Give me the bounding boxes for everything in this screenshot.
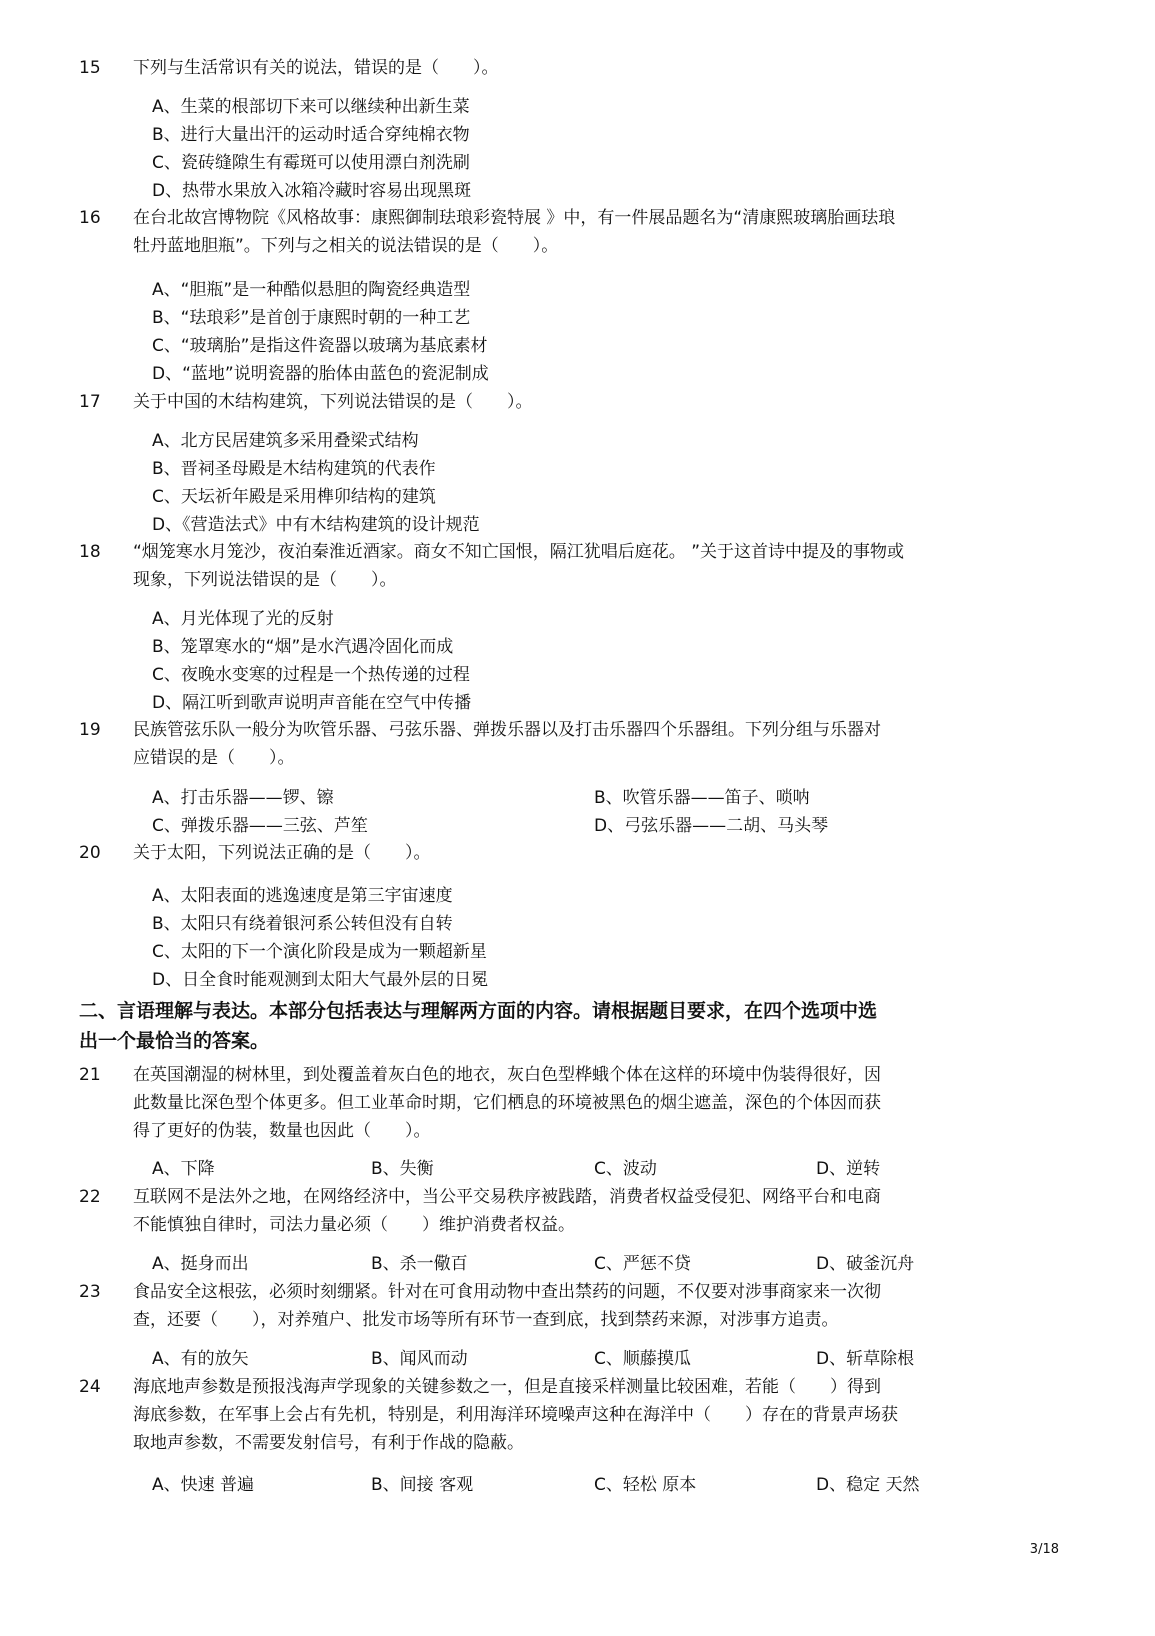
- option-a: A、北方民居建筑多采用叠梁式结构: [152, 431, 419, 451]
- question-number: 20: [79, 843, 101, 863]
- question-stem: “烟笼寒水月笼沙，夜泊秦淮近酒家。商女不知亡国恨，隔江犹唱后庭花。 ”关于这首诗中提及的事物或: [133, 542, 905, 562]
- option-b: B、晋祠圣母殿是木结构建筑的代表作: [152, 459, 436, 479]
- question-stem: 不能慎独自律时，司法力量必须（ ）维护消费者权益。: [133, 1215, 575, 1235]
- question-stem: 牡丹蓝地胆瓶”。下列与之相关的说法错误的是（ ）。: [133, 236, 559, 256]
- question-stem: 关于太阳，下列说法正确的是（ ）。: [133, 843, 431, 863]
- option-b: B、吹管乐器——笛子、唢呐: [594, 788, 810, 808]
- option-d: D、破釜沉舟: [816, 1254, 915, 1274]
- option-a: A、太阳表面的逃逸速度是第三宇宙速度: [152, 886, 453, 906]
- option-c: C、太阳的下一个演化阶段是成为一颗超新星: [152, 942, 487, 962]
- question-stem: 食品安全这根弦，必须时刻绷紧。针对在可食用动物中查出禁药的问题，不仅要对涉事商家来一次彻: [133, 1282, 881, 1302]
- question-number: 21: [79, 1065, 101, 1085]
- option-d: D、《营造法式》中有木结构建筑的设计规范: [152, 515, 480, 535]
- section-heading: 二、言语理解与表达。本部分包括表达与理解两方面的内容。请根据题目要求，在四个选项中选: [79, 1000, 878, 1022]
- option-b: B、间接 客观: [371, 1475, 474, 1495]
- page-number: 3/18: [1029, 1542, 1059, 1557]
- question-stem: 在台北故宫博物院《风格故事：康熙御制珐琅彩瓷特展 》中，有一件展品题名为“清康熙玻璃胎画珐琅: [133, 208, 896, 228]
- option-a: A、有的放矢: [152, 1349, 249, 1369]
- question-stem: 互联网不是法外之地，在网络经济中，当公平交易秩序被践踏，消费者权益受侵犯、网络平台和电商: [133, 1187, 881, 1207]
- question-stem: 此数量比深色型个体更多。但工业革命时期，它们栖息的环境被黑色的烟尘遮盖，深色的个体因而获: [133, 1093, 881, 1113]
- option-a: A、月光体现了光的反射: [152, 609, 334, 629]
- question-number: 18: [79, 542, 101, 562]
- option-b: B、失衡: [371, 1159, 434, 1179]
- option-c: C、严惩不贷: [594, 1254, 691, 1274]
- option-c: C、夜晚水变寒的过程是一个热传递的过程: [152, 665, 470, 685]
- question-stem: 取地声参数，不需要发射信号，有利于作战的隐蔽。: [133, 1433, 524, 1453]
- option-c: C、弹拨乐器——三弦、芦笙: [152, 816, 368, 836]
- option-d: D、逆转: [816, 1159, 881, 1179]
- option-a: A、打击乐器——锣、镲: [152, 788, 334, 808]
- question-stem: 查，还要（ ），对养殖户、批发市场等所有环节一查到底，找到禁药来源，对涉事方追责。: [133, 1310, 839, 1330]
- option-d: D、稳定 天然: [816, 1475, 920, 1495]
- question-stem: 得了更好的伪装，数量也因此（ ）。: [133, 1121, 431, 1141]
- question-number: 24: [79, 1377, 101, 1397]
- option-d: D、隔江听到歌声说明声音能在空气中传播: [152, 693, 472, 713]
- option-d: D、日全食时能观测到太阳大气最外层的日冕: [152, 970, 489, 990]
- option-a: A、“胆瓶”是一种酷似悬胆的陶瓷经典造型: [152, 280, 471, 300]
- option-b: B、笼罩寒水的“烟”是水汽遇冷固化而成: [152, 637, 454, 657]
- option-c: C、轻松 原本: [594, 1475, 697, 1495]
- option-c: C、天坛祈年殿是采用榫卯结构的建筑: [152, 487, 436, 507]
- question-number: 15: [79, 58, 101, 78]
- option-b: B、杀一儆百: [371, 1254, 468, 1274]
- option-a: A、下降: [152, 1159, 215, 1179]
- option-a: A、挺身而出: [152, 1254, 249, 1274]
- option-d: D、热带水果放入冰箱冷藏时容易出现黑斑: [152, 181, 472, 201]
- question-stem: 海底参数，在军事上会占有先机，特别是，利用海洋环境噪声这种在海洋中（ ）存在的背景声场获: [133, 1405, 898, 1425]
- option-b: B、闻风而动: [371, 1349, 468, 1369]
- question-stem: 关于中国的木结构建筑，下列说法错误的是（ ）。: [133, 392, 533, 412]
- option-c: C、顺藤摸瓜: [594, 1349, 691, 1369]
- question-stem: 现象，下列说法错误的是（ ）。: [133, 570, 397, 590]
- option-b: B、太阳只有绕着银河系公转但没有自转: [152, 914, 453, 934]
- option-c: C、“玻璃胎”是指这件瓷器以玻璃为基底素材: [152, 336, 488, 356]
- question-number: 22: [79, 1187, 101, 1207]
- section-heading: 出一个最恰当的答案。: [79, 1030, 270, 1052]
- option-b: B、“珐琅彩”是首创于康熙时朝的一种工艺: [152, 308, 471, 328]
- question-number: 17: [79, 392, 101, 412]
- question-number: 19: [79, 720, 101, 740]
- option-b: B、进行大量出汗的运动时适合穿纯棉衣物: [152, 125, 470, 145]
- question-stem: 应错误的是（ ）。: [133, 748, 295, 768]
- option-d: D、“蓝地”说明瓷器的胎体由蓝色的瓷泥制成: [152, 364, 489, 384]
- option-d: D、弓弦乐器——二胡、马头琴: [594, 816, 829, 836]
- option-a: A、生菜的根部切下来可以继续种出新生菜: [152, 97, 470, 117]
- question-stem: 下列与生活常识有关的说法，错误的是（ ）。: [133, 58, 499, 78]
- option-a: A、快速 普遍: [152, 1475, 255, 1495]
- question-number: 16: [79, 208, 101, 228]
- option-c: C、瓷砖缝隙生有霉斑可以使用漂白剂洗刷: [152, 153, 470, 173]
- question-stem: 民族管弦乐队一般分为吹管乐器、弓弦乐器、弹拨乐器以及打击乐器四个乐器组。下列分组与乐器对: [133, 720, 881, 740]
- option-d: D、斩草除根: [816, 1349, 915, 1369]
- question-stem: 在英国潮湿的树林里，到处覆盖着灰白色的地衣，灰白色型桦蛾个体在这样的环境中伪装得很好，因: [133, 1065, 881, 1085]
- option-c: C、波动: [594, 1159, 657, 1179]
- question-number: 23: [79, 1282, 101, 1302]
- question-stem: 海底地声参数是预报浅海声学现象的关键参数之一，但是直接采样测量比较困难，若能（ ）得到: [133, 1377, 881, 1397]
